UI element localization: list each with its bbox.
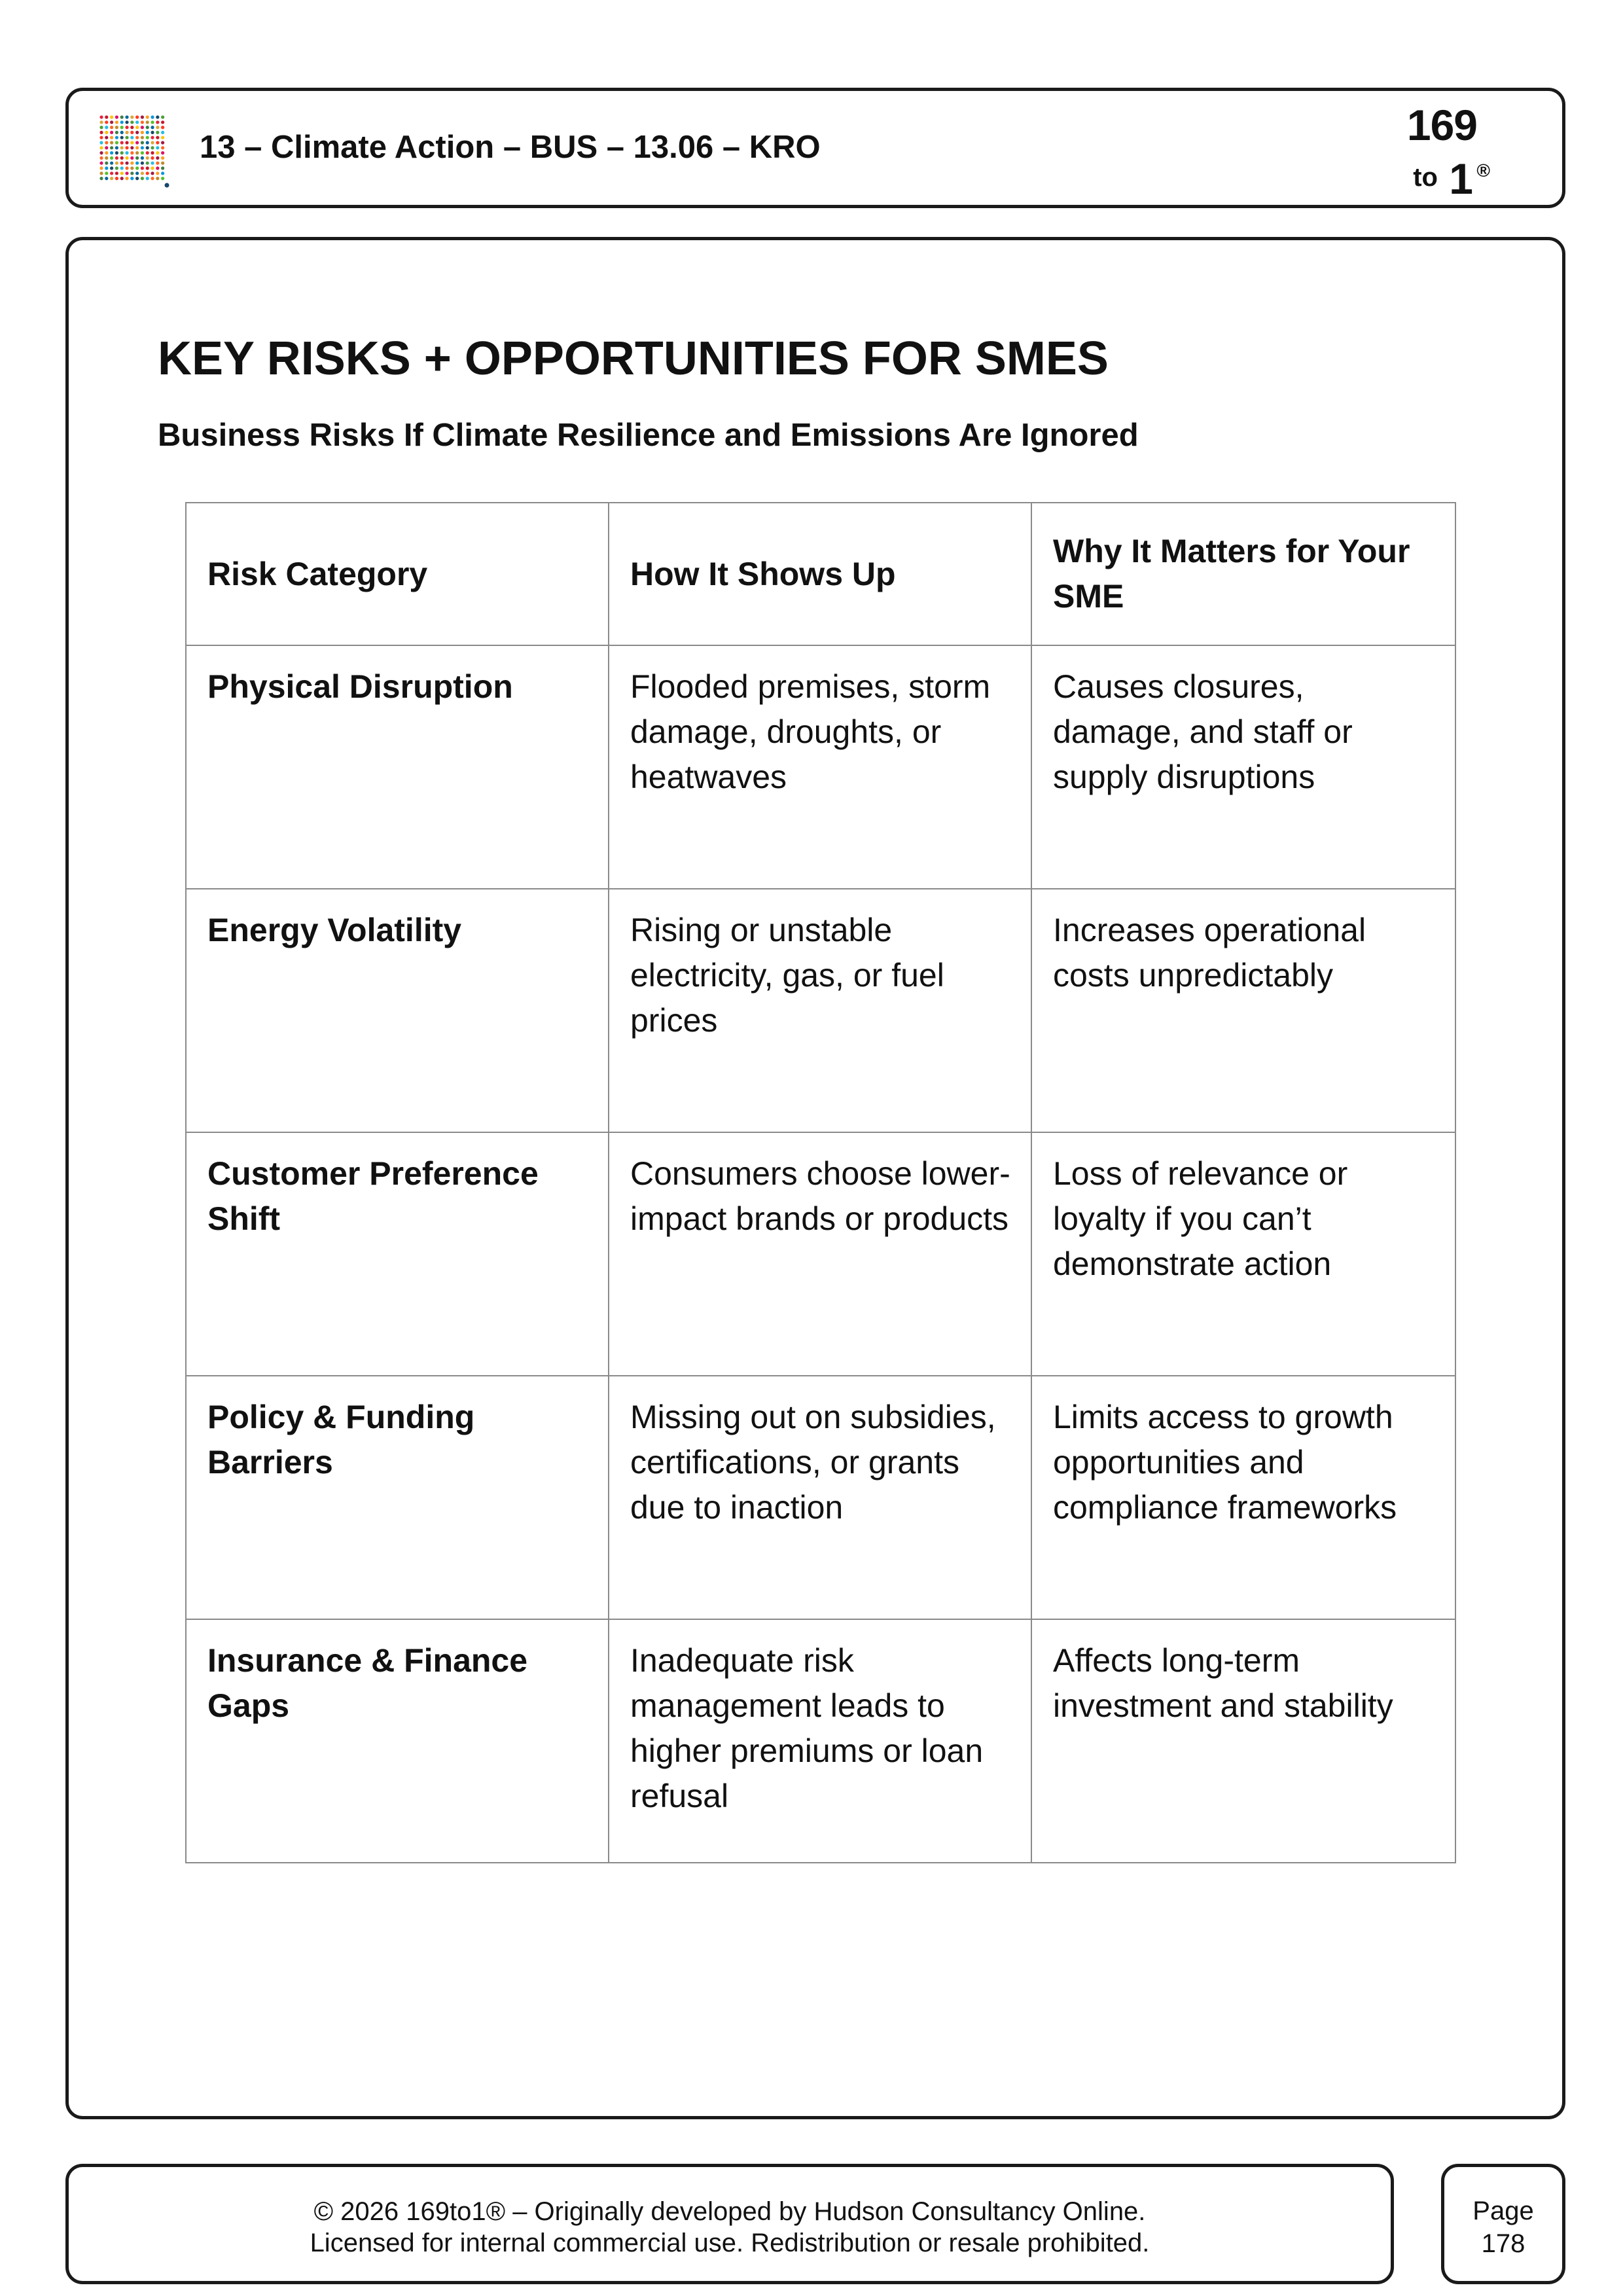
logo-dot [110,146,113,149]
risk-category-cell: Customer Preference Shift [186,1132,609,1376]
logo-dot [146,115,149,118]
sdg-dot-grid-icon [99,115,169,188]
logo-dot [135,177,139,180]
logo-dot [115,177,118,180]
logo-dot [156,136,159,139]
logo-dot [120,131,124,134]
logo-dot [105,120,108,124]
logo-dot [130,126,134,129]
logo-dot [105,115,108,118]
logo-dot [141,136,144,139]
logo-dot [99,177,103,180]
logo-dot [135,126,139,129]
logo-dot [130,141,134,144]
logo-dot [151,136,154,139]
logo-dot [115,166,118,170]
logo-dot [99,141,103,144]
logo-dot [135,151,139,154]
page-number: 178 [1481,2229,1525,2258]
logo-dot [99,166,103,170]
logo-dot [115,126,118,129]
page-label: Page [1472,2197,1534,2225]
logo-dot [130,156,134,160]
logo-dot [125,151,128,154]
logo-dot [151,162,154,165]
logo-dot [120,141,124,144]
logo-dot [146,171,149,175]
logo-dot [105,171,108,175]
logo-dot [120,162,124,165]
logo-dot [146,136,149,139]
header-bar [65,88,1565,208]
table-row [186,889,1455,1132]
logo-dot [156,146,159,149]
logo-dot [156,177,159,180]
logo-dot [156,126,159,129]
logo-dot [115,171,118,175]
logo-dot [125,131,128,134]
logo-dot [120,115,124,118]
how-it-shows-up-cell: Missing out on subsidies, certifications, or grants due to inaction [609,1376,1031,1619]
logo-dot [105,146,108,149]
logo-dot [99,151,103,154]
how-it-shows-up-cell: Inadequate risk management leads to higher premiums or loan refusal [609,1619,1031,1863]
logo-dot [161,171,164,175]
why-it-matters-cell: Affects long-term investment and stability [1031,1619,1455,1863]
logo-dot [115,146,118,149]
logo-dot [105,162,108,165]
logo-dot [161,146,164,149]
table-row [186,645,1455,889]
logo-dot [120,136,124,139]
logo-dot [99,156,103,160]
logo-dot [110,126,113,129]
logo-dot [161,131,164,134]
logo-dot [146,126,149,129]
logo-dot [141,131,144,134]
logo-dot [156,171,159,175]
logo-dot [156,141,159,144]
logo-dot [130,146,134,149]
how-it-shows-up-cell: Consumers choose lower-impact brands or products [609,1132,1031,1376]
logo-dot [115,120,118,124]
logo-dot [99,146,103,149]
logo-dot [105,177,108,180]
logo-dot [141,115,144,118]
logo-dot [110,151,113,154]
logo-dot [161,166,164,170]
logo-dot [161,120,164,124]
logo-dot [125,141,128,144]
logo-dot [115,156,118,160]
logo-dot [110,156,113,160]
risk-category-cell: Insurance & Finance Gaps [186,1619,609,1863]
logo-dot [120,171,124,175]
logo-dot [130,171,134,175]
column-header-risk-category: Risk Category [186,503,609,645]
logo-dot [110,120,113,124]
logo-dot [141,126,144,129]
logo-dot [135,171,139,175]
logo-dot [120,166,124,170]
table-row [186,1376,1455,1619]
logo-dot [125,166,128,170]
logo-dot [125,177,128,180]
logo-dot [130,131,134,134]
page-subtitle: Business Risks If Climate Resilience and Emissions Are Ignored [158,418,1139,453]
logo-dot [146,151,149,154]
logo-dot [151,171,154,175]
content-panel [65,237,1565,2119]
logo-dot [141,171,144,175]
logo-dot [99,126,103,129]
logo-dot [120,151,124,154]
table-header-row [186,503,1455,645]
table-row [186,1132,1455,1376]
risk-table [185,502,1456,1863]
logo-dot [146,141,149,144]
how-it-shows-up-cell: Flooded premises, storm damage, droughts, or heatwaves [609,645,1031,889]
logo-dot [161,115,164,118]
brand-one: 1 [1449,154,1473,203]
logo-dot [99,115,103,118]
brand-registered-mark: ® [1476,160,1490,181]
logo-dot [110,171,113,175]
logo-dot [151,131,154,134]
logo-dot [125,115,128,118]
brand-to: to [1413,163,1438,192]
logo-dot [135,162,139,165]
risk-category-cell: Energy Volatility [186,889,609,1132]
logo-dot [110,162,113,165]
logo-dot [146,120,149,124]
logo-dot [161,136,164,139]
logo-dot [151,166,154,170]
logo-dot [110,166,113,170]
logo-dot [125,156,128,160]
logo-dot [135,120,139,124]
logo-dot [135,131,139,134]
logo-dot [130,162,134,165]
logo-dot [115,141,118,144]
logo-dot [105,156,108,160]
logo-dot [161,162,164,165]
why-it-matters-cell: Increases operational costs unpredictably [1031,889,1455,1132]
logo-dot [125,126,128,129]
logo-dot [151,120,154,124]
risk-category-cell: Policy & Funding Barriers [186,1376,609,1619]
logo-dot [105,151,108,154]
logo-dot [120,126,124,129]
logo-dot [161,156,164,160]
logo-dot [156,166,159,170]
logo-dot [156,162,159,165]
why-it-matters-cell: Limits access to growth opportunities and compliance frameworks [1031,1376,1455,1619]
logo-dot [135,146,139,149]
logo-dot [105,141,108,144]
logo-dot [141,162,144,165]
logo-dot [151,151,154,154]
logo-dot [105,126,108,129]
logo-dot [135,136,139,139]
logo-dot [151,177,154,180]
page-number-box [1441,2164,1565,2284]
logo-dot [156,151,159,154]
logo-dot [130,166,134,170]
logo-dot [135,156,139,160]
logo-dot [125,120,128,124]
logo-dot [110,131,113,134]
logo-dot [125,146,128,149]
logo-dot [161,141,164,144]
logo-dot [99,131,103,134]
logo-dot [110,177,113,180]
logo-dot [151,141,154,144]
logo-dot [151,146,154,149]
logo-dot [151,156,154,160]
logo-dot [115,115,118,118]
logo-dot [130,151,134,154]
logo-dot [120,177,124,180]
logo-dot [151,126,154,129]
logo-dot [156,131,159,134]
logo-dot [99,171,103,175]
logo-dot [161,126,164,129]
logo-dot [146,177,149,180]
logo-dot [146,162,149,165]
logo-dot [146,156,149,160]
logo-dot [135,115,139,118]
logo-dot [135,166,139,170]
logo-dot [130,177,134,180]
footer-copyright [69,2196,1391,2259]
logo-dot [156,120,159,124]
logo-dot [99,162,103,165]
logo-dot [161,177,164,180]
logo-dot [146,146,149,149]
footer-bar [65,2164,1394,2284]
logo-dot [110,136,113,139]
how-it-shows-up-cell: Rising or unstable electricity, gas, or fuel prices [609,889,1031,1132]
logo-dot [120,120,124,124]
logo-dot [125,162,128,165]
logo-dot [141,151,144,154]
logo-dot [99,120,103,124]
logo-dot [105,136,108,139]
column-header-how-it-shows-up: How It Shows Up [609,503,1031,645]
logo-dot [151,115,154,118]
logo-dot [110,141,113,144]
table-row [186,1619,1455,1863]
logo-dot [141,156,144,160]
logo-dot [130,120,134,124]
logo-dot [141,146,144,149]
header-title: 13 – Climate Action – BUS – 13.06 – KRO [200,130,821,165]
logo-dot [161,151,164,154]
brand-number: 169 [1406,101,1477,149]
logo-accent-dot [165,183,169,188]
logo-dot [120,156,124,160]
why-it-matters-cell: Causes closures, damage, and staff or supply disruptions [1031,645,1455,889]
column-header-why-it-matters: Why It Matters for Your SME [1031,503,1455,645]
footer-line-1: © 2026 169to1® – Originally developed by Hudson Consultancy Online. [313,2197,1146,2226]
logo-dot [115,136,118,139]
logo-dot [120,146,124,149]
logo-dot [156,156,159,160]
logo-dot [141,166,144,170]
logo-dot [99,136,103,139]
page-title: KEY RISKS + OPPORTUNITIES FOR SMES [158,332,1109,385]
logo-dot [141,120,144,124]
logo-dot [115,162,118,165]
logo-dot [141,141,144,144]
footer-line-2: Licensed for internal commercial use. Redistribution or resale prohibited. [310,2229,1150,2257]
logo-dot [146,166,149,170]
logo-dot [115,151,118,154]
logo-dot [141,177,144,180]
risk-category-cell: Physical Disruption [186,645,609,889]
logo-dot [110,115,113,118]
why-it-matters-cell: Loss of relevance or loyalty if you can’t demonstrate action [1031,1132,1455,1376]
logo-dot [105,131,108,134]
logo-dot [146,131,149,134]
brand-logo [1372,98,1503,202]
logo-dot [135,141,139,144]
logo-dot [125,136,128,139]
logo-dot [125,171,128,175]
logo-dot [115,131,118,134]
logo-dot [130,136,134,139]
logo-dot [105,166,108,170]
logo-dot [156,115,159,118]
logo-dot [130,115,134,118]
